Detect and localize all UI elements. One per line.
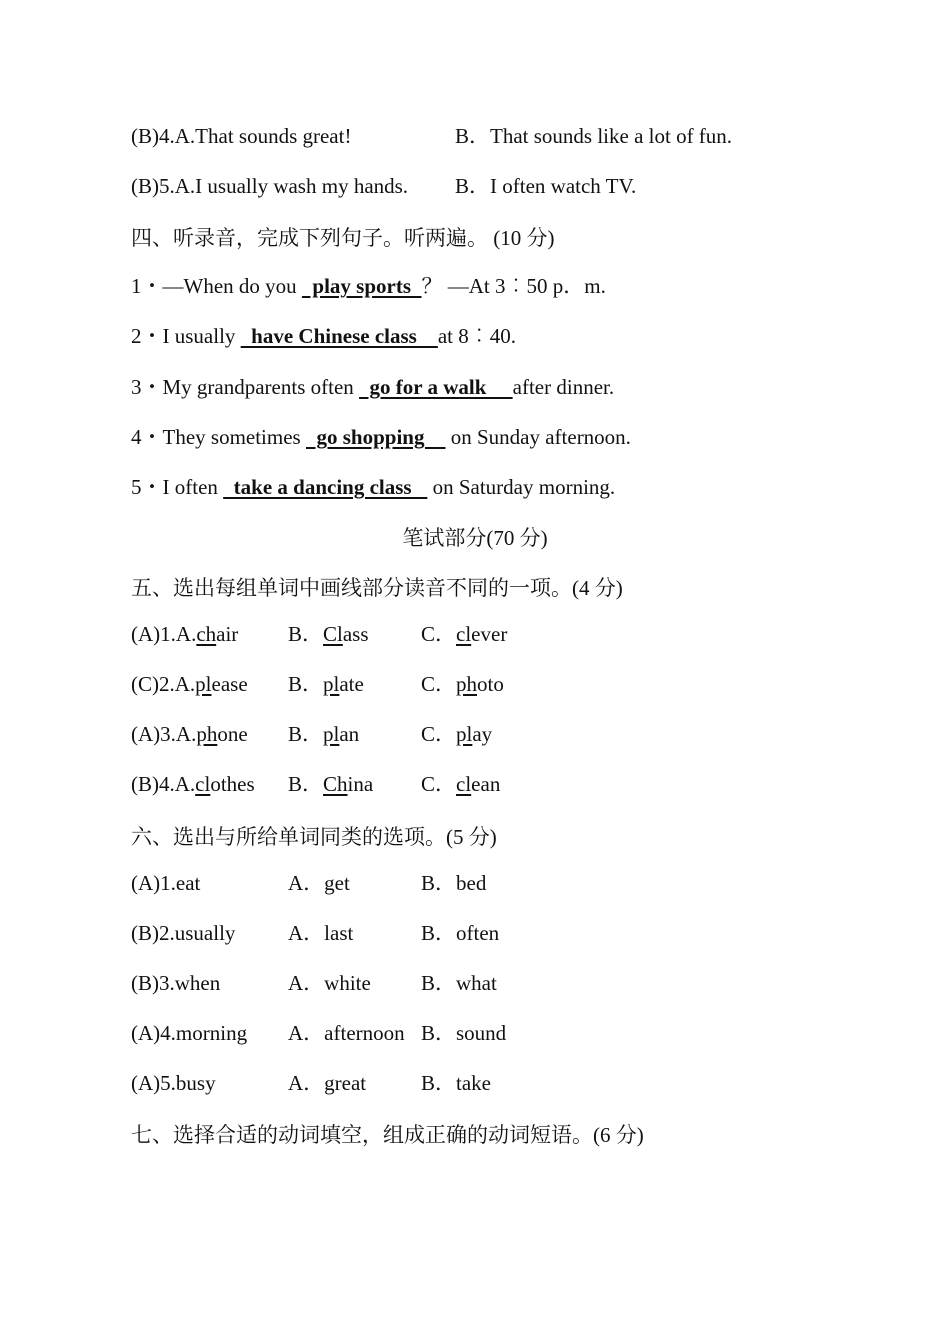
s6-q1-option-a: A．get bbox=[288, 871, 350, 895]
s5-q2-num: (C)2.A.please bbox=[131, 672, 248, 696]
s6-q2-option-b: B．often bbox=[421, 921, 500, 945]
s5-q3-num: (A)3.A.phone bbox=[131, 722, 248, 746]
s5-q3-option-b: B．plan bbox=[288, 722, 360, 746]
s5-heading: 五、选出每组单词中画线部分读音不同的一项。(4 分) bbox=[131, 576, 623, 600]
s4-item-3-pre: 3・My grandparents often bbox=[131, 375, 360, 399]
s5-q4-option-b: B．China bbox=[288, 772, 374, 796]
s4-item-2-answer: have Chinese class bbox=[240, 324, 438, 348]
s5-q4-num: (B)4.A.clothes bbox=[131, 772, 255, 796]
s3-q4-option-b: B．That sounds like a lot of fun. bbox=[455, 124, 733, 148]
s4-item-5-post: on Saturday morning. bbox=[427, 475, 616, 499]
s4-item-1-answer: play sports bbox=[301, 274, 422, 298]
s3-q4 bbox=[131, 123, 351, 149]
s4-item-4 bbox=[131, 424, 631, 450]
s6-q3-word: (B)3.when bbox=[131, 971, 221, 995]
s4-item-1-pre: 1・—When do you bbox=[131, 274, 302, 298]
s3-q5-num: (B)5. bbox=[131, 174, 175, 198]
s5-q3-option-c: C．play bbox=[421, 722, 493, 746]
s6-q2-option-a: A．last bbox=[288, 921, 354, 945]
s4-item-5-pre: 5・I often bbox=[131, 475, 224, 499]
s6-q1-word: (A)1.eat bbox=[131, 871, 201, 895]
s4-heading: 四、听录音，完成下列句子。听两遍。 (10 分) bbox=[131, 226, 555, 250]
s5-q1-option-b: B．Class bbox=[288, 622, 369, 646]
written-part-heading: 笔试部分(70 分) bbox=[402, 526, 548, 550]
s6-q5-option-b: B．take bbox=[421, 1071, 491, 1095]
s4-item-3-answer: go for a walk bbox=[359, 375, 513, 399]
s4-item-4-post: on Sunday afternoon. bbox=[445, 425, 631, 449]
s4-item-4-pre: 4・They sometimes bbox=[131, 425, 306, 449]
s7-heading: 七、选择合适的动词填空，组成正确的动词短语。(6 分) bbox=[131, 1123, 644, 1147]
s4-item-3-post: after dinner. bbox=[512, 375, 615, 399]
s6-q3-option-a: A．white bbox=[288, 971, 371, 995]
s6-q4-option-a: A．afternoon bbox=[288, 1021, 405, 1045]
s3-q5-option-a: A.I usually wash my hands. bbox=[174, 174, 409, 198]
s6-q2-word: (B)2.usually bbox=[131, 921, 236, 945]
s6-heading: 六、选出与所给单词同类的选项。(5 分) bbox=[131, 825, 497, 849]
s5-q2-option-b: B．plate bbox=[288, 672, 364, 696]
s5-q1-option-c: C．clever bbox=[421, 622, 508, 646]
s3-q4-num: (B)4. bbox=[131, 124, 175, 148]
s3-q5 bbox=[131, 173, 408, 199]
s5-q1-num: (A)1.A.chair bbox=[131, 622, 239, 646]
s4-item-4-answer: go shopping bbox=[305, 425, 446, 449]
s4-item-2-pre: 2・I usually bbox=[131, 324, 241, 348]
s4-item-1-post: ？ —At 3︰50 p．m. bbox=[421, 274, 606, 298]
s6-q5-word: (A)5.busy bbox=[131, 1071, 216, 1095]
s4-item-1 bbox=[131, 273, 606, 299]
s6-q5-option-a: A．great bbox=[288, 1071, 367, 1095]
s4-item-3 bbox=[131, 374, 614, 400]
s6-q3-option-b: B．what bbox=[421, 971, 497, 995]
s6-q4-word: (A)4.morning bbox=[131, 1021, 248, 1045]
s5-q4-option-c: C．clean bbox=[421, 772, 501, 796]
s5-q2-option-c: C．photo bbox=[421, 672, 504, 696]
s6-q4-option-b: B．sound bbox=[421, 1021, 507, 1045]
s4-item-5-answer: take a dancing class bbox=[223, 475, 428, 499]
s4-item-2-post: at 8︰40. bbox=[437, 324, 516, 348]
s4-item-2 bbox=[131, 323, 516, 349]
s6-q1-option-b: B．bed bbox=[421, 871, 487, 895]
s3-q4-option-a: A.That sounds great! bbox=[174, 124, 352, 148]
s4-item-5 bbox=[131, 474, 615, 500]
s3-q5-option-b: B．I often watch TV. bbox=[455, 174, 637, 198]
